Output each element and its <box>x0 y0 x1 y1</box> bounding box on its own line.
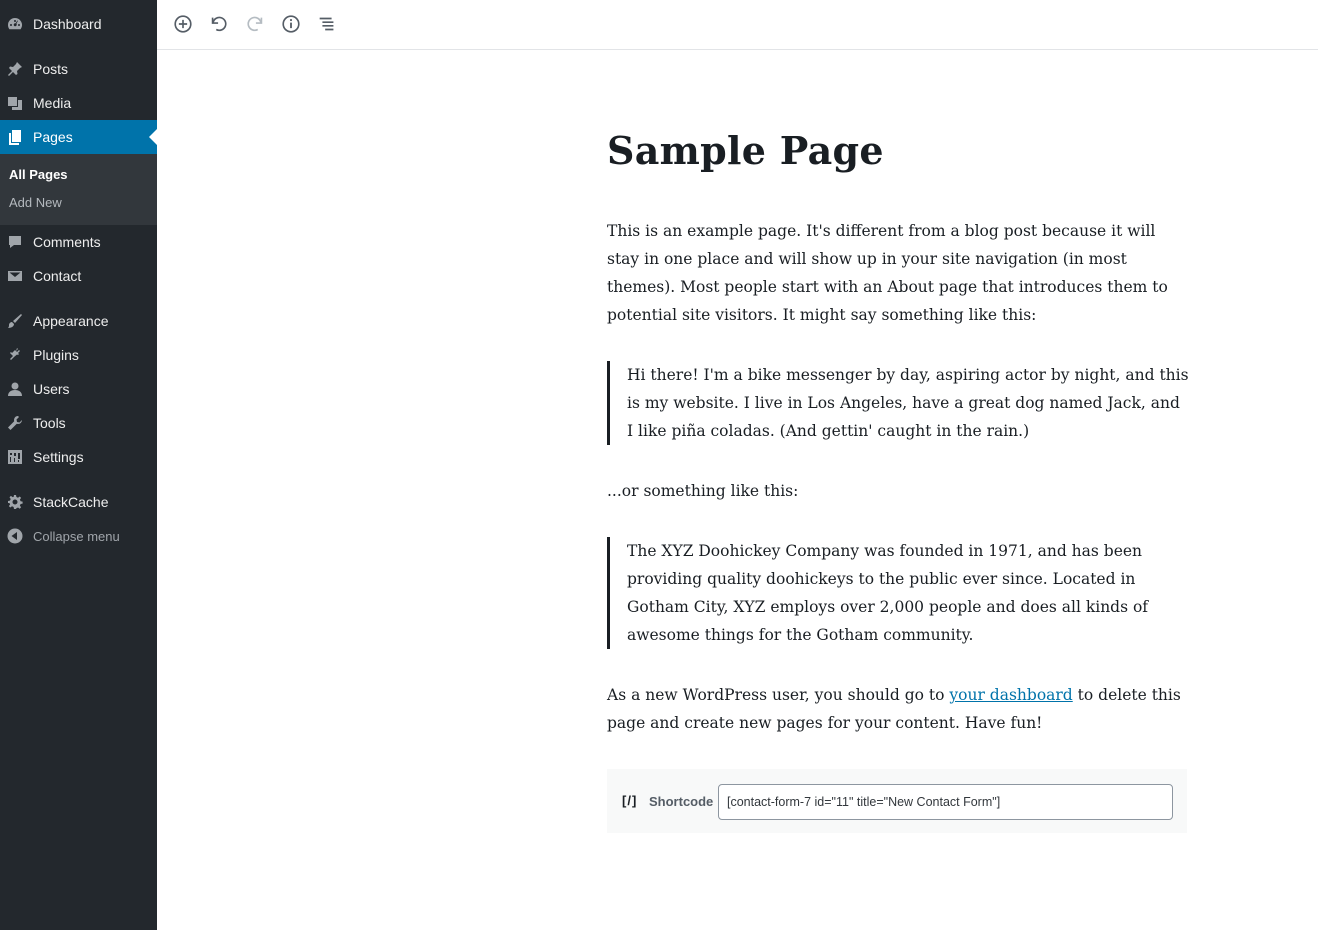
collapse-label: Collapse menu <box>33 528 120 544</box>
outline-icon <box>316 13 338 35</box>
gear-icon <box>7 494 23 510</box>
shortcode-icon: [/] <box>622 793 638 808</box>
paragraph-block[interactable]: This is an example page. It's different from a blog post because it will stay in one place and will show up in your site navigation (in most themes). Most people start with an About page that introduces them to potential site visitors. It might say something like this: <box>607 222 1168 324</box>
add-block-button[interactable] <box>171 12 195 36</box>
menu-item-stackcache[interactable] <box>0 485 157 519</box>
wrench-icon <box>7 415 23 431</box>
outline-button[interactable] <box>315 12 339 36</box>
menu-item-label: StackCache <box>33 494 109 510</box>
menu-item-comments[interactable] <box>0 225 157 259</box>
redo-button[interactable] <box>243 12 267 36</box>
menu-item-label: Posts <box>33 61 69 77</box>
info-button[interactable] <box>279 12 303 36</box>
admin-sidebar <box>0 0 157 930</box>
add-block-icon <box>172 13 194 35</box>
menu-item-plugins[interactable] <box>0 338 157 372</box>
menu-item-label: Users <box>33 381 70 397</box>
menu-item-label: Comments <box>33 234 101 250</box>
quote-block[interactable]: The XYZ Doohickey Company was founded in 1971, and has been providing quality doohickeys to the public ever since. Located in Gotham City, XYZ employs over 2,000 people and does all kinds of awesome things for the Gotham community. <box>607 537 1189 649</box>
pin-icon <box>7 61 23 77</box>
menu-item-media[interactable] <box>0 86 157 120</box>
menu-item-label: Dashboard <box>33 16 102 32</box>
menu-item-label: Appearance <box>33 313 109 329</box>
mail-icon <box>7 268 23 284</box>
paragraph-block[interactable] <box>607 681 1189 737</box>
menu-item-dashboard[interactable] <box>0 7 157 41</box>
menu-item-label: Contact <box>33 268 82 284</box>
menu-item-appearance[interactable] <box>0 304 157 338</box>
editor-toolbar <box>157 0 1318 50</box>
redo-icon <box>244 13 266 35</box>
shortcode-label: Shortcode <box>649 794 714 809</box>
menu-item-pages[interactable] <box>0 120 157 154</box>
menu-item-users[interactable] <box>0 372 157 406</box>
quote-block[interactable]: Hi there! I'm a bike messenger by day, aspiring actor by night, and this is my website. I live in Los Angeles, have a great dog named Jack, and I like piña coladas. (And gettin' caught in the rain.) <box>607 361 1189 445</box>
menu-item-label: Plugins <box>33 347 79 363</box>
plug-icon <box>7 347 23 363</box>
submenu-add-new[interactable]: Add New <box>9 195 62 210</box>
sliders-icon <box>7 449 23 465</box>
menu-item-posts[interactable] <box>0 52 157 86</box>
collapse-menu-button[interactable] <box>0 519 157 553</box>
menu-item-settings[interactable] <box>0 440 157 474</box>
menu-item-label: Tools <box>33 415 66 431</box>
dashboard-link[interactable]: your dashboard <box>949 686 1073 704</box>
collapse-arrow-icon <box>7 528 23 544</box>
menu-item-label: Settings <box>33 449 84 465</box>
undo-button[interactable] <box>207 12 231 36</box>
comment-icon <box>7 234 23 250</box>
menu-item-label: Pages <box>33 129 73 145</box>
menu-item-tools[interactable] <box>0 406 157 440</box>
shortcode-block[interactable] <box>607 769 1187 833</box>
pages-submenu <box>0 154 157 225</box>
paragraph-text: to delete this page and create new pages for your content. Have fun! <box>607 686 1181 732</box>
undo-icon <box>208 13 230 35</box>
info-icon <box>280 13 302 35</box>
dashboard-icon <box>7 16 23 32</box>
menu-item-contact[interactable] <box>0 259 157 293</box>
pages-icon <box>7 129 23 145</box>
media-icon <box>7 95 23 111</box>
submenu-all-pages[interactable]: All Pages <box>9 167 68 182</box>
user-icon <box>7 381 23 397</box>
brush-icon <box>7 313 23 329</box>
page-title[interactable]: Sample Page <box>607 128 884 173</box>
shortcode-input[interactable] <box>718 784 1173 820</box>
paragraph-block[interactable]: ...or something like this: <box>607 482 799 500</box>
menu-item-label: Media <box>33 95 72 111</box>
paragraph-text: As a new WordPress user, you should go to <box>607 686 950 704</box>
